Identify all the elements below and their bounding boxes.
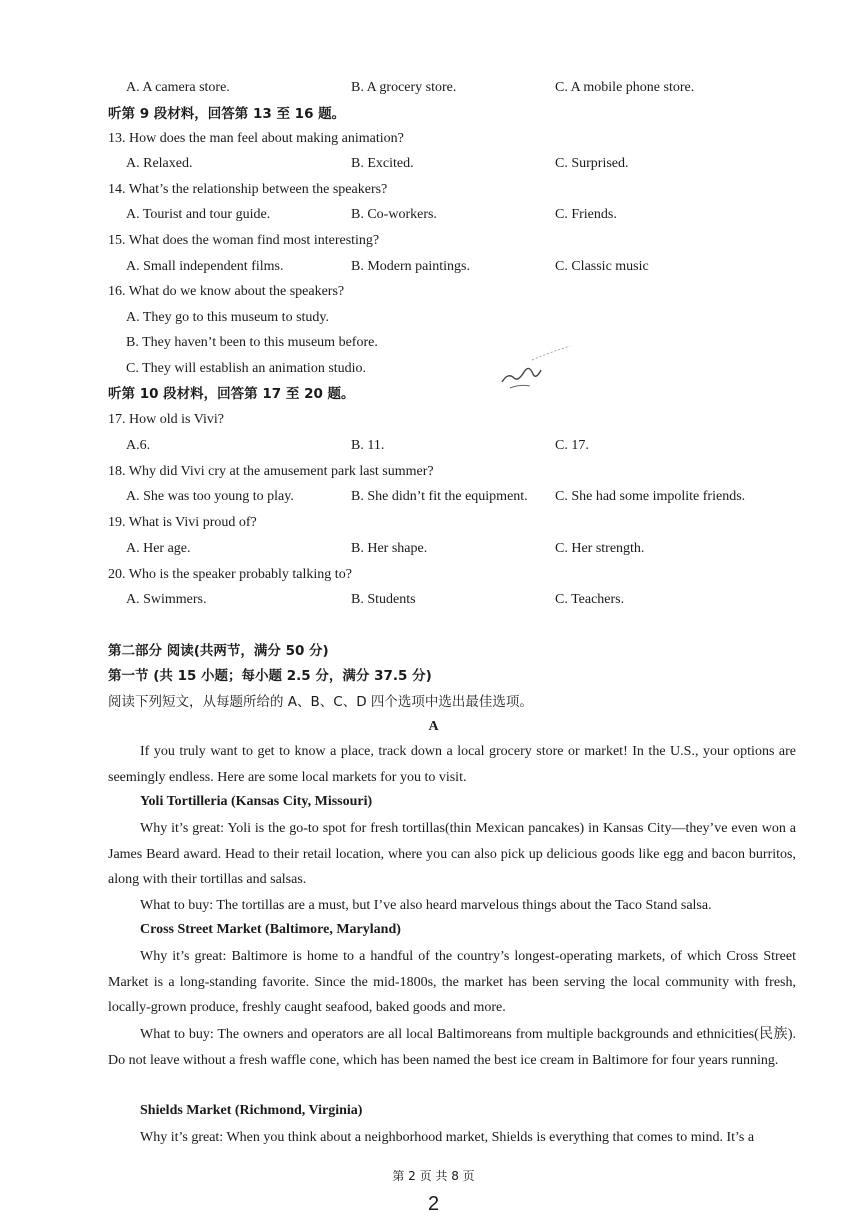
section-10-title: 听第 10 段材料，回答第 17 至 20 题。 xyxy=(108,386,355,402)
passage-intro: If you truly want to get to know a place, track down a local grocery store or market! In the U.S., your options are seemingly endless. Here are some local markets for you to visit. xyxy=(108,744,796,785)
q19-option-a: A. Her age. xyxy=(126,541,191,556)
q17-option-c: C. 17. xyxy=(555,438,589,453)
section-1-title: 第一节 (共 15 小题；每小题 2.5 分，满分 37.5 分) xyxy=(108,668,432,684)
q13-option-c: C. Surprised. xyxy=(555,156,629,171)
q17-option-b: B. 11. xyxy=(351,438,385,453)
market-2-why: Why it’s great: Baltimore is home to a handful of the country’s longest-operating markets, of which Cross Street Market is a long-standing favorite. Since the mid-1800s, the market has been serving the local community with fresh, locally-grown produce, freshly caught seafood, baked goods and more. xyxy=(108,949,796,1016)
page-number: 2 xyxy=(427,1193,440,1215)
question-18: 18. Why did Vivi cry at the amusement park last summer? xyxy=(108,464,434,479)
question-17: 17. How old is Vivi? xyxy=(108,412,224,427)
q16-option-b: B. They haven’t been to this museum before. xyxy=(126,335,378,350)
q20-option-b: B. Students xyxy=(351,592,416,607)
section-9-title: 听第 9 段材料，回答第 13 至 16 题。 xyxy=(108,106,346,122)
market-3-why: Why it’s great: When you think about a neighborhood market, Shields is everything that comes to mind. It’s a xyxy=(140,1130,755,1145)
handwritten-scribble xyxy=(492,340,582,400)
question-14: 14. What’s the relationship between the speakers? xyxy=(108,182,388,197)
option-c: C. A mobile phone store. xyxy=(555,80,695,95)
q15-option-b: B. Modern paintings. xyxy=(351,259,470,274)
market-3-title: Shields Market (Richmond, Virginia) xyxy=(140,1103,363,1118)
market-2-buy: What to buy: The owners and operators are all local Baltimoreans from multiple backgrounds and ethnicities(民族). Do not leave without a fresh waffle cone, which has been named the best ice cream in Baltimore for four years running. xyxy=(108,1027,796,1068)
q19-option-c: C. Her strength. xyxy=(555,541,645,556)
market-1-why: Why it’s great: Yoli is the go-to spot for fresh tortillas(thin Mexican pancakes) in Kansas City—they’ve even won a James Beard award. Head to their retail location, where you can also pick up delicious goods like egg and bacon burritos, along with their tortillas and salsas. xyxy=(108,821,796,888)
q17-option-a: A.6. xyxy=(126,438,151,453)
q20-option-a: A. Swimmers. xyxy=(126,592,207,607)
q19-option-b: B. Her shape. xyxy=(351,541,428,556)
market-1-buy: What to buy: The tortillas are a must, but I’ve also heard marvelous things about the Taco Stand salsa. xyxy=(140,898,712,913)
option-a: A. A camera store. xyxy=(126,80,230,95)
question-16: 16. What do we know about the speakers? xyxy=(108,284,345,299)
q16-option-a: A. They go to this museum to study. xyxy=(126,310,329,325)
page-footer: 第 2 页 共 8 页 xyxy=(392,1169,475,1183)
part-2-title: 第二部分 阅读(共两节，满分 50 分) xyxy=(108,643,329,659)
q16-option-c: C. They will establish an animation studio. xyxy=(126,361,367,376)
q18-option-b: B. She didn’t fit the equipment. xyxy=(351,489,528,504)
question-13: 13. How does the man feel about making animation? xyxy=(108,131,404,146)
reading-instruction: 阅读下列短文，从每题所给的 A、B、C、D 四个选项中选出最佳选项。 xyxy=(108,694,533,710)
q15-option-a: A. Small independent films. xyxy=(126,259,284,274)
q20-option-c: C. Teachers. xyxy=(555,592,625,607)
q15-option-c: C. Classic music xyxy=(555,259,649,274)
passage-letter: A xyxy=(428,719,439,734)
market-1-title: Yoli Tortilleria (Kansas City, Missouri) xyxy=(140,794,373,809)
question-19: 19. What is Vivi proud of? xyxy=(108,515,257,530)
question-15: 15. What does the woman find most interesting? xyxy=(108,233,380,248)
q18-option-a: A. She was too young to play. xyxy=(126,489,294,504)
market-2-title: Cross Street Market (Baltimore, Maryland) xyxy=(140,922,401,937)
q14-option-c: C. Friends. xyxy=(555,207,617,222)
q13-option-a: A. Relaxed. xyxy=(126,156,193,171)
q14-option-b: B. Co-workers. xyxy=(351,207,437,222)
q18-option-c: C. She had some impolite friends. xyxy=(555,489,746,504)
q13-option-b: B. Excited. xyxy=(351,156,414,171)
option-b: B. A grocery store. xyxy=(351,80,457,95)
q14-option-a: A. Tourist and tour guide. xyxy=(126,207,271,222)
question-20: 20. Who is the speaker probably talking to? xyxy=(108,567,352,582)
